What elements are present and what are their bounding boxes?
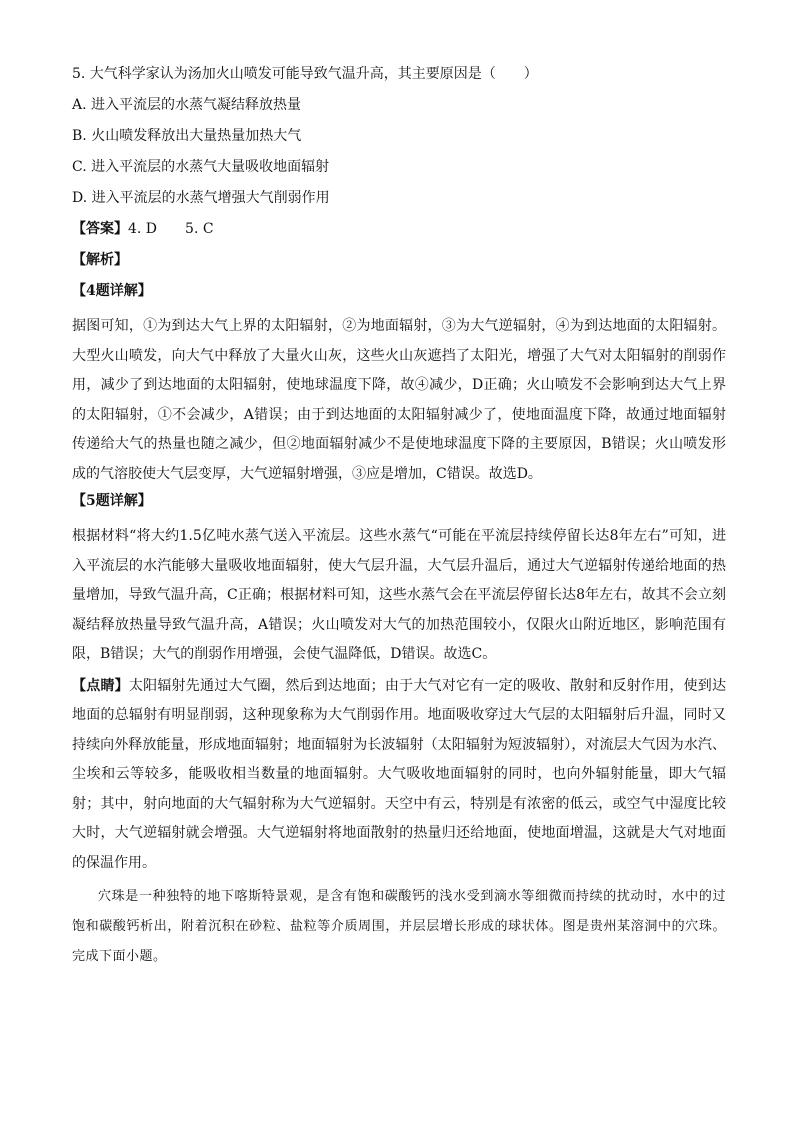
detail-4-tag: 【4题详解】 [72, 283, 152, 299]
reading-passage: 穴珠是一种独特的地下喀斯特景观，是含有饱和碳酸钙的浅水受到滴水等细微而持续的扰动时，水中的过饱和碳酸钙析出，附着沉积在砂粒、盐粒等介质周围，并层层增长形成的球状体。图是贵州某溶洞中的穴珠。完成下面小题。 [72, 889, 726, 964]
analysis-tag: 【解析】 [72, 252, 128, 268]
tips-paragraph [72, 672, 726, 879]
detail-5-tag: 【5题详解】 [72, 493, 152, 509]
question-5-stem: 5. 大气科学家认为汤加火山喷发可能导致气温升高，其主要原因是（ ） [72, 66, 538, 82]
document-page [72, 64, 726, 972]
option-b: B. 火山喷发释放出大量热量加热大气 [72, 128, 302, 144]
answer-text: 4. D 5. C [128, 221, 214, 237]
detail-5-text: 根据材料“将大约1.5亿吨水蒸气送入平流层。这些水蒸气“可能在平流层持续停留长达8年左右”可知，进入平流层的水汽能够大量吸收地面辐射，使大气层升温，大气层升温后，通过大气逆辐射传递给地面的热量增加，导致气温升高，C正确；根据材料可知，这些水蒸气会在平流层停留长达8年左右，故其不会立刻凝结释放热量导致气温升高，A错误；火山喷发对大气的加热范围较小，仅限火山附近地区，影响范围有限，B错误；大气的削弱作用增强，会使气温降低，D错误。故选C。 [72, 528, 726, 662]
option-c: C. 进入平流层的水蒸气大量吸收地面辐射 [72, 159, 330, 175]
tips-text: 太阳辐射先通过大气圈，然后到达地面；由于大气对它有一定的吸收、散射和反射作用，使到达地面的总辐射有明显削弱，这种现象称为大气削弱作用。地面吸收穿过大气层的太阳辐射后升温，同时又持续向外释放能量，形成地面辐射；地面辐射为长波辐射（太阳辐射为短波辐射），对流层大气因为水汽、尘埃和云等较多，能吸收相当数量的地面辐射。大气吸收地面辐射的同时，也向外辐射能量，即大气辐射；其中，射向地面的大气辐射称为大气逆辐射。天空中有云，特别是有浓密的低云，或空气中湿度比较大时，大气逆辐射就会增强。大气逆辐射将地面散射的热量归还给地面，使地面增温，这就是大气对地面的保温作用。 [72, 677, 726, 871]
detail-4-text: 据图可知，①为到达大气上界的太阳辐射，②为地面辐射，③为大气逆辐射，④为到达地面的太阳辐射。大型火山喷发，向大气中释放了大量火山灰，这些火山灰遮挡了太阳光，增强了大气对太阳辐射的削弱作用，减少了到达地面的太阳辐射，使地球温度下降，故④减少，D正确；火山喷发不会影响到达大气上界的太阳辐射，①不会减少，A错误；由于到达地面的太阳辐射减少了，使地面温度下降，故通过地面辐射传递给大气的热量也随之减少，但②地面辐射减少不是使地球温度下降的主要原因，B错误；火山喷发形成的气溶胶使大气层变厚，大气逆辐射增强，③应是增加，C错误。故选D。 [72, 318, 726, 482]
tips-tag: 【点睛】 [72, 677, 129, 694]
option-d: D. 进入平流层的水蒸气增强大气削弱作用 [72, 190, 330, 206]
answer-tag: 【答案】 [72, 221, 128, 237]
answer-line [72, 219, 726, 239]
option-a: A. 进入平流层的水蒸气凝结释放热量 [72, 97, 302, 113]
